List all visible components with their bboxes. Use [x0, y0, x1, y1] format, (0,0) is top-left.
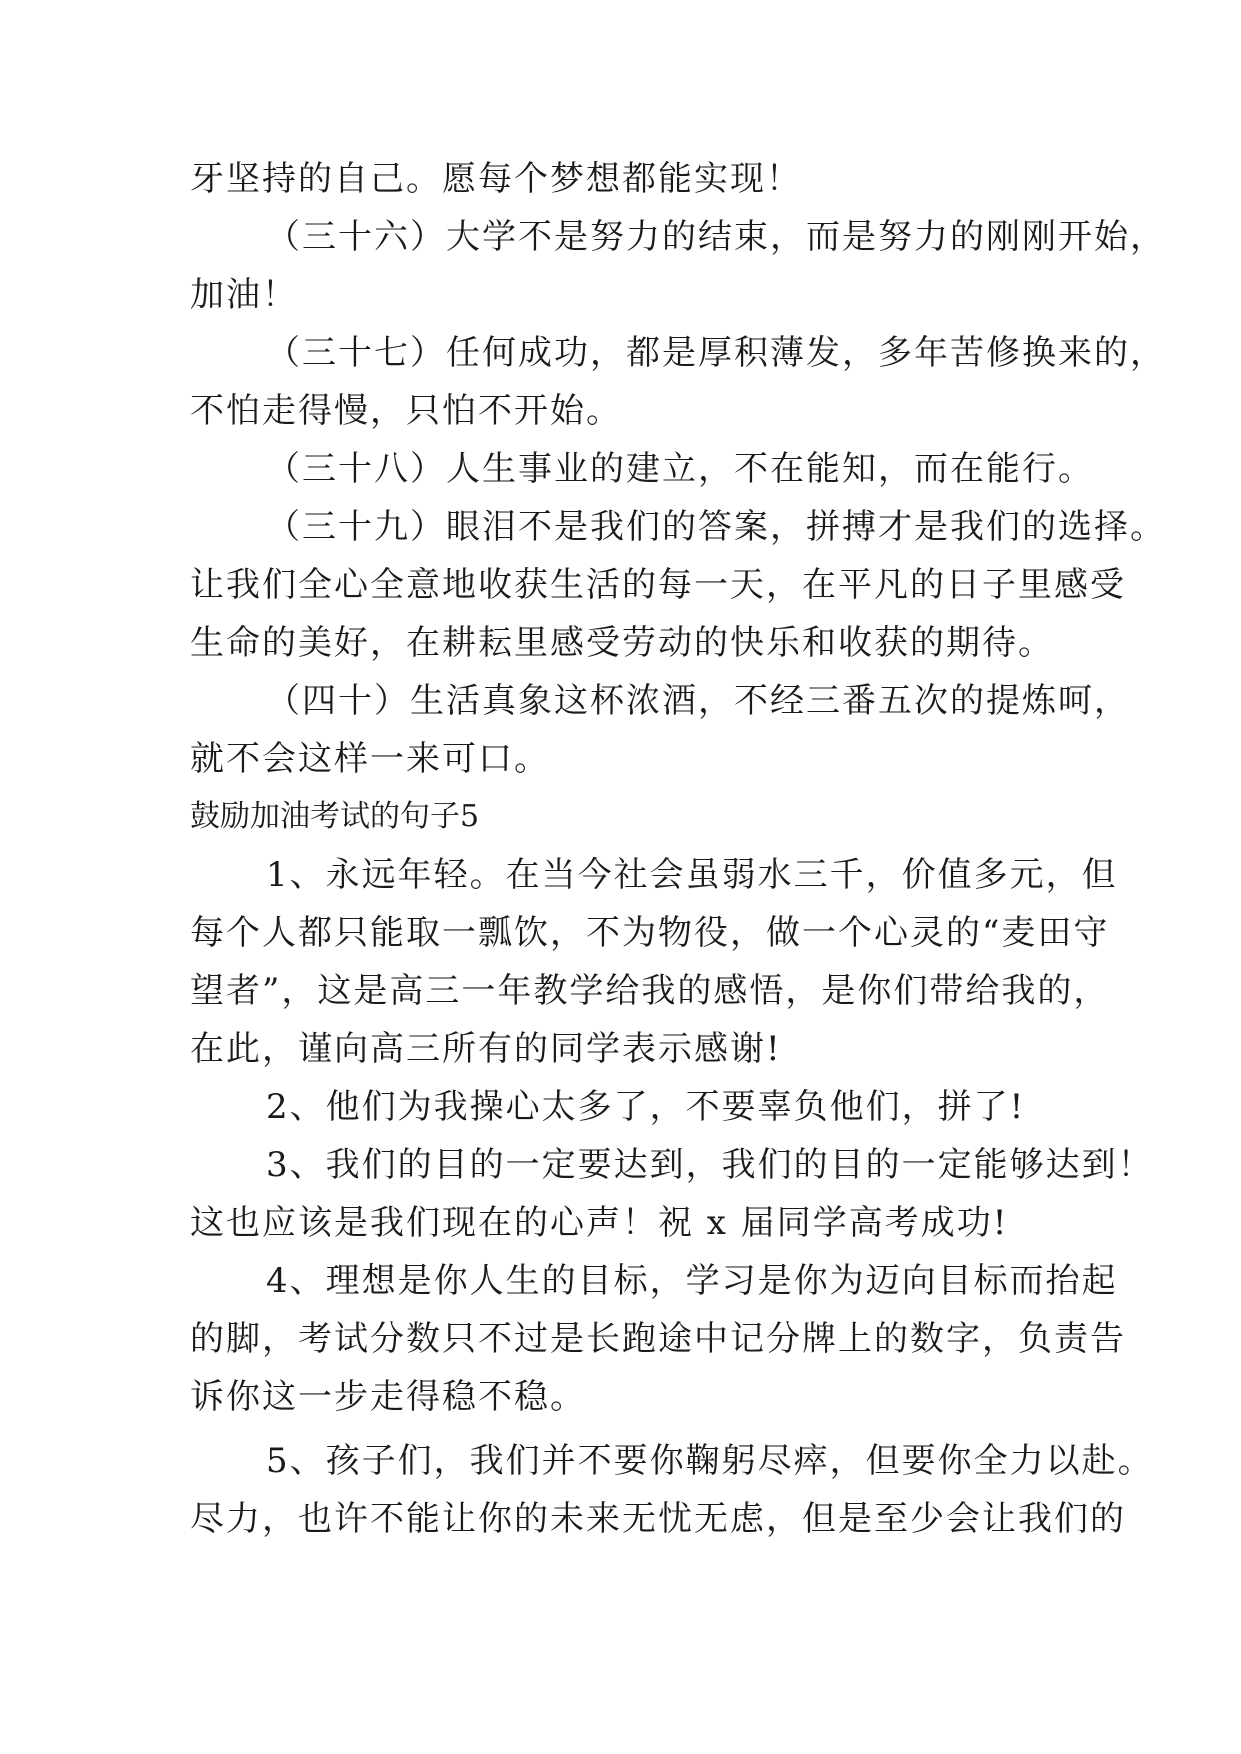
paragraph-line: 牙坚持的自己。愿每个梦想都能实现！: [190, 159, 802, 199]
paragraph-line: 望者”，这是高三一年教学给我的感悟，是你们带给我的，: [190, 971, 1110, 1011]
paragraph-line: 生命的美好，在耕耘里感受劳动的快乐和收获的期待。: [190, 623, 1054, 663]
paragraph-line: （三十六）大学不是努力的结束，而是努力的刚刚开始，: [266, 217, 1166, 257]
paragraph-line: 诉你这一步走得稳不稳。: [190, 1377, 586, 1417]
document-page: [190, 150, 1166, 1548]
paragraph-line: 尽力，也许不能让你的未来无忧无虑，但是至少会让我们的: [190, 1499, 1126, 1539]
paragraph-line: （三十七）任何成功，都是厚积薄发，多年苦修换来的，: [266, 333, 1166, 373]
paragraph-line: 让我们全心全意地收获生活的每一天，在平凡的日子里感受: [190, 565, 1126, 605]
paragraph-line: 的脚，考试分数只不过是长跑途中记分牌上的数字，负责告: [190, 1319, 1126, 1359]
paragraph-line: 就不会这样一来可口。: [190, 739, 550, 779]
paragraph-line: 4、理想是你人生的目标，学习是你为迈向目标而抬起: [266, 1261, 1118, 1301]
paragraph-line: 不怕走得慢，只怕不开始。: [190, 391, 622, 431]
paragraph-line: （三十九）眼泪不是我们的答案，拼搏才是我们的选择。: [266, 507, 1166, 547]
paragraph-line: 这也应该是我们现在的心声！祝 x 届同学高考成功!: [190, 1203, 1009, 1243]
paragraph-line: 1、永远年轻。在当今社会虽弱水三千，价值多元，但: [266, 855, 1118, 895]
paragraph-line: （三十八）人生事业的建立，不在能知，而在能行。: [266, 449, 1094, 489]
paragraph-line: 每个人都只能取一瓢饮，不为物役，做一个心灵的“麦田守: [190, 913, 1110, 953]
paragraph-line: 5、孩子们，我们并不要你鞠躬尽瘁，但要你全力以赴。: [266, 1441, 1154, 1481]
paragraph-line: 加油！: [190, 275, 298, 315]
paragraph-line: 在此，谨向高三所有的同学表示感谢!: [190, 1029, 782, 1069]
paragraph-line: 2、他们为我操心太多了，不要辜负他们，拼了!: [266, 1087, 1026, 1127]
paragraph-line: （四十）生活真象这杯浓酒，不经三番五次的提炼呵，: [266, 681, 1130, 721]
paragraph-line: 3、我们的目的一定要达到，我们的目的一定能够达到！: [266, 1145, 1154, 1185]
section-heading: 鼓励加油考试的句子5: [190, 799, 480, 834]
